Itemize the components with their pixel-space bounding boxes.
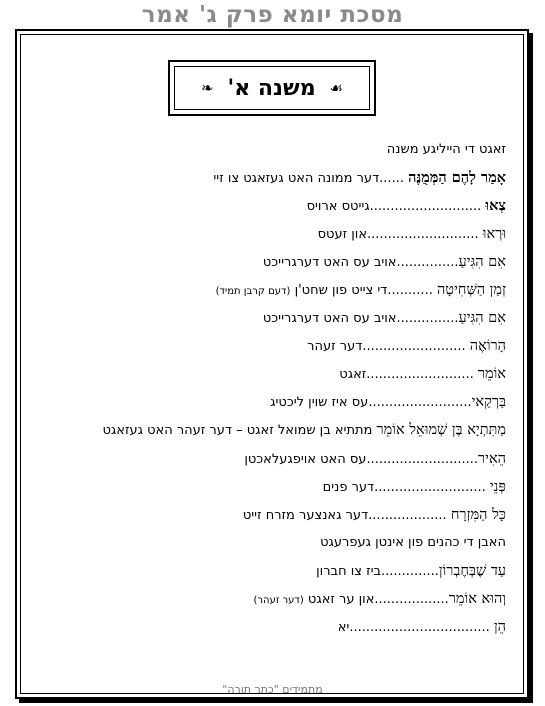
text-line bbox=[36, 585, 506, 613]
text-line bbox=[36, 360, 506, 388]
dot-leader: .......................... bbox=[366, 367, 478, 382]
fleuron-left-icon: ❧ bbox=[200, 78, 214, 97]
text-line bbox=[36, 248, 506, 276]
hebrew-phrase: זְמַן הַשְּׁחִיטָה bbox=[436, 282, 506, 298]
intro-text: זאגט די הייליגע משנה bbox=[386, 142, 506, 157]
hebrew-phrase: צְאוּ bbox=[485, 197, 506, 214]
translation-text: און ער זאגט bbox=[307, 592, 375, 607]
text-line bbox=[36, 473, 506, 501]
text-line bbox=[36, 136, 506, 164]
hebrew-phrase: בַּרְקַאי bbox=[471, 394, 506, 410]
intro-text: האבן די כהנים פון אינטן געפרעגט bbox=[320, 535, 506, 550]
text-line bbox=[36, 445, 506, 473]
text-line bbox=[36, 529, 506, 557]
text-line bbox=[36, 416, 506, 445]
dot-leader: ......................... bbox=[362, 339, 470, 354]
hebrew-phrase: אוֹמֵר bbox=[477, 366, 506, 382]
text-line bbox=[36, 276, 506, 304]
mishna-content bbox=[36, 136, 506, 641]
hebrew-phrase: אִם הִגִּיעַ bbox=[458, 310, 506, 326]
dot-leader: ........................... bbox=[366, 452, 479, 467]
dot-leader: ............... bbox=[396, 311, 459, 326]
title-box bbox=[174, 66, 370, 110]
hebrew-phrase: פְּנֵי bbox=[489, 479, 506, 495]
hebrew-phrase: הֵן bbox=[493, 619, 506, 635]
hebrew-phrase: אָמַר לָהֶם הַמְּמֻנֶּה bbox=[408, 169, 506, 186]
translation-text: און זעטס bbox=[317, 227, 368, 242]
text-line bbox=[36, 220, 506, 248]
text-line bbox=[36, 332, 506, 360]
translation-text: עס איז שוין ליכטיג bbox=[270, 395, 369, 410]
hebrew-phrase: הֵאִיר bbox=[478, 451, 506, 467]
dot-leader: ........... bbox=[387, 283, 437, 298]
dot-leader: .................................. bbox=[349, 620, 494, 635]
translation-text: אויב עס האט דערגרייכט bbox=[262, 311, 397, 326]
translation-text: גייטס ארויס bbox=[306, 199, 370, 214]
parenthetical-note: (דעם קרבן תמיד) bbox=[215, 286, 291, 297]
hebrew-phrase: עַד שֶׁבְּחֶבְרוֹן bbox=[438, 563, 506, 579]
dot-leader: ...... bbox=[379, 171, 409, 186]
translation-text: אויב עס האט דערגרייכט bbox=[262, 255, 397, 270]
text-line bbox=[36, 164, 506, 192]
translation-text: די צייט פון שחט'ן bbox=[294, 283, 388, 298]
translation-text: יא bbox=[337, 620, 350, 635]
translation-text: מתתיא בן שמואל זאגט – דער זעהר האט געזאגט bbox=[102, 423, 373, 438]
text-line bbox=[36, 613, 506, 641]
dot-leader: .................. bbox=[374, 592, 449, 607]
dot-leader: ................... bbox=[368, 508, 451, 523]
hebrew-phrase: הָרוֹאֶה bbox=[469, 338, 506, 354]
parenthetical-note: (דער זעהר) bbox=[253, 595, 304, 606]
dot-leader: ........................... bbox=[369, 199, 486, 214]
text-line bbox=[36, 304, 506, 332]
translation-text: זאגט bbox=[339, 367, 367, 382]
dot-leader: ......................... bbox=[368, 395, 472, 410]
fleuron-right-icon: ☙ bbox=[329, 78, 344, 97]
dot-leader: ............... bbox=[396, 255, 459, 270]
translation-text: דער פנים bbox=[322, 480, 375, 495]
text-line bbox=[36, 192, 506, 220]
text-line bbox=[36, 501, 506, 529]
hebrew-phrase: אִם הִגִּיעַ bbox=[458, 254, 506, 270]
footer-credit: מתמידים "כתר תורה" bbox=[222, 683, 323, 696]
dot-leader: ........................... bbox=[374, 480, 490, 495]
frame-shadow-bottom bbox=[19, 699, 533, 703]
translation-text: דער ממונה האט געזאגט צו זיי bbox=[213, 171, 380, 186]
translation-text: ביז צו חברון bbox=[316, 564, 381, 579]
translation-text: דער זעהר bbox=[307, 339, 363, 354]
text-line bbox=[36, 557, 506, 585]
mishna-title: משנה א' bbox=[227, 75, 316, 101]
text-line bbox=[36, 388, 506, 416]
dot-leader: ........................... bbox=[367, 227, 483, 242]
page-header-title: מסכת יומא פרק ג' אמר bbox=[141, 2, 404, 28]
hebrew-phrase: כָּל הַמִּזְרָח bbox=[450, 507, 506, 523]
translation-text: דער גאנצער מזרח זייט bbox=[242, 508, 369, 523]
dot-leader: .............. bbox=[381, 564, 439, 579]
hebrew-phrase: מַתִּתְיָא בֶּן שְׁמוּאֵל אוֹמֵר bbox=[376, 422, 506, 438]
frame-shadow-right bbox=[529, 33, 533, 703]
hebrew-phrase: וּרְאוּ bbox=[482, 226, 506, 242]
hebrew-phrase: וְהוּא אוֹמֵר bbox=[448, 591, 506, 607]
translation-text: עס האט אויפגעלאכטן bbox=[244, 452, 367, 467]
